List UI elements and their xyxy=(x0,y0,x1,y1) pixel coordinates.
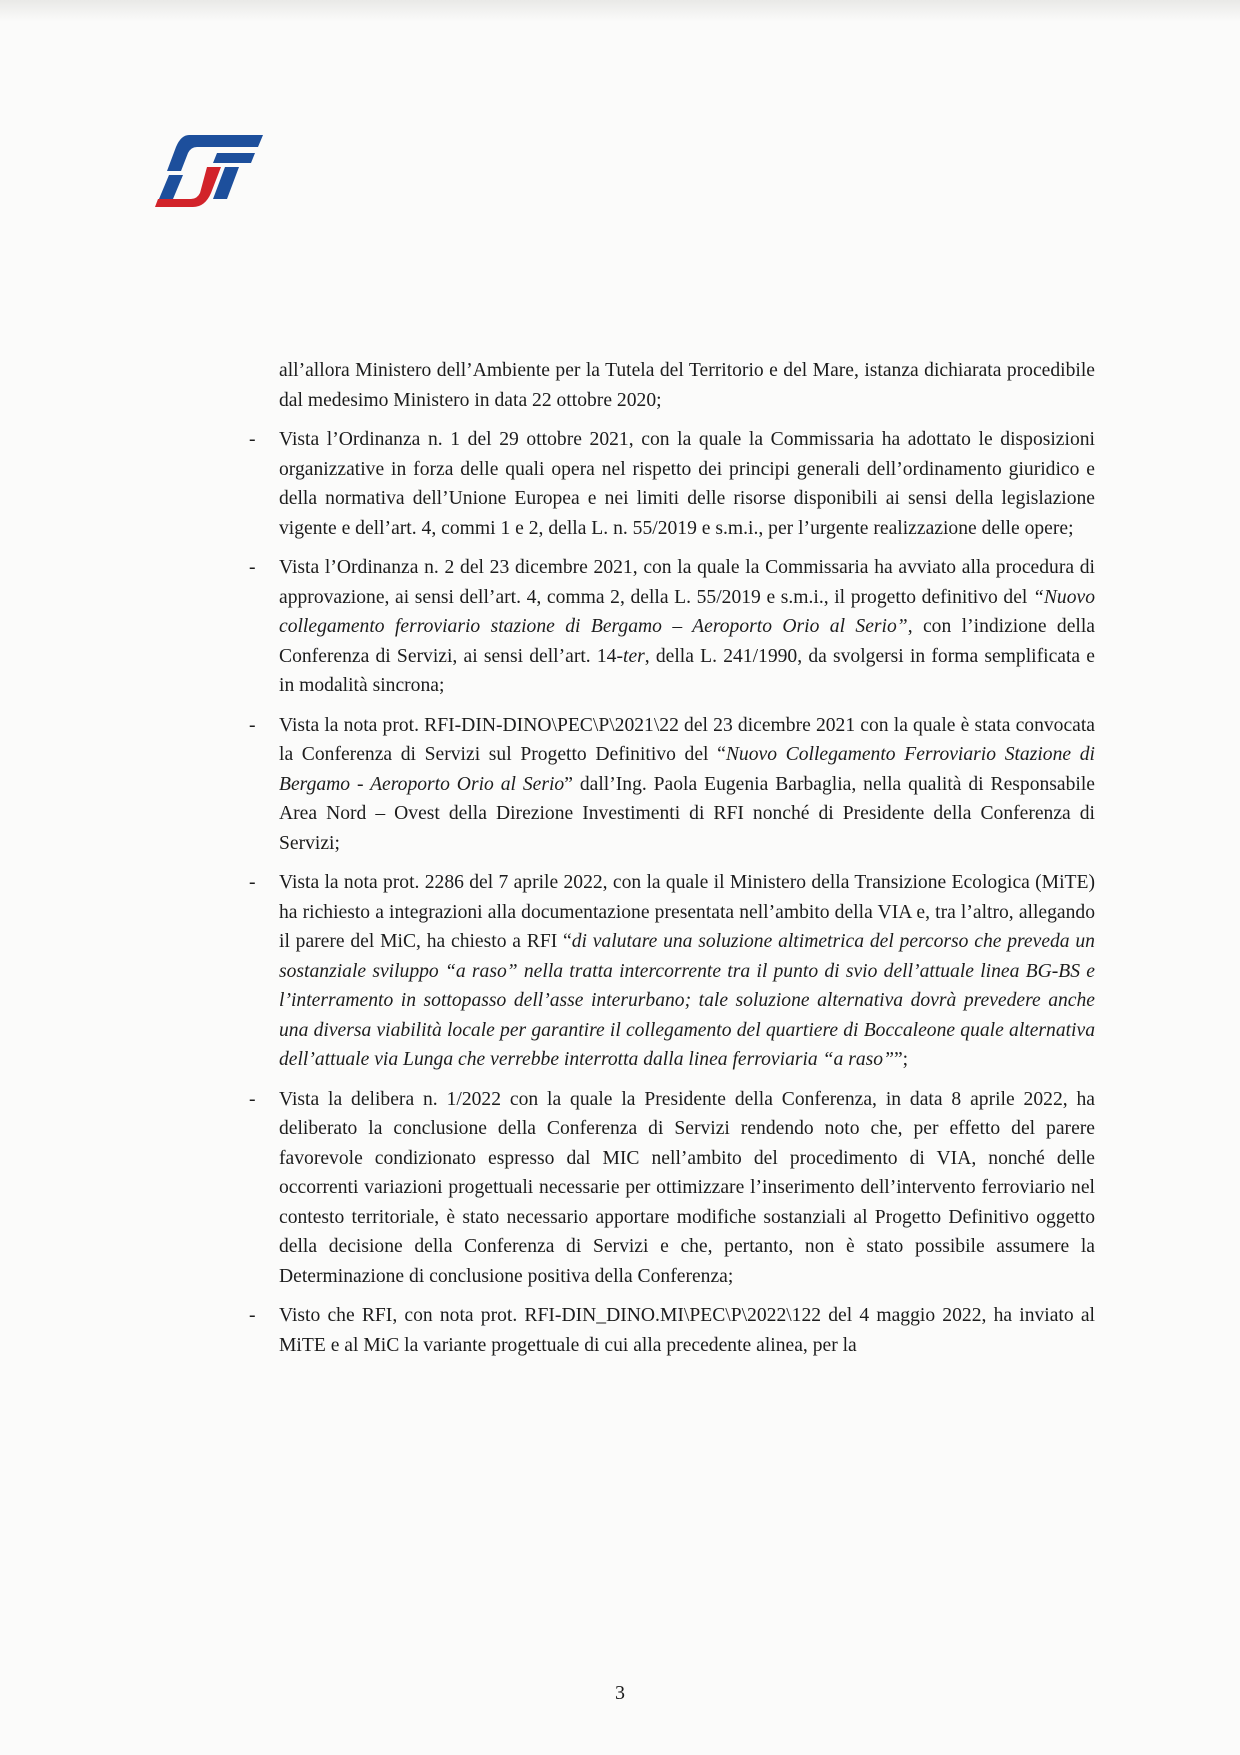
italic-text: ter xyxy=(623,645,645,667)
paragraph xyxy=(249,553,1096,701)
paragraph xyxy=(249,1301,1095,1360)
italic-text: Nuovo Collegamento Ferroviario Stazione di Bergamo - Aeroporto Orio al Serio xyxy=(279,744,1095,795)
paragraph-text: Visto che RFI, con nota prot. RFI-DIN_DINO.MI\PEC\P\2022\122 del 4 maggio 2022, ha inviato al MiTE e al MiC la variante progettuale di cui alla precedente alinea, per la xyxy=(279,1305,1095,1356)
paragraph-text: all’allora Ministero dell’Ambiente per la Tutela del Territorio e del Mare, istanza dichiarata procedibile dal medesimo Ministero in data 22 ottobre 2020; xyxy=(279,360,1095,411)
paragraph-text: Vista la delibera n. 1/2022 con la quale la Presidente della Conferenza, in data 8 aprile 2022, ha deliberato la conclusione della Conferenza di Servizi rendendo noto che, per effetto del parere favorevole condizionato espresso dal MIC nell’ambito del procedimento di VIA, nonché delle occorrenti variazioni progettuali necessarie per ottimizzare l’inserimento dell’intervento ferroviario nel contesto territoriale, è stato necessario apportare modifiche sostanziali al Progetto Definitivo oggetto della decisione della Conferenza di Servizi e che, pertanto, non è stato possibile assumere la Determinazione di conclusione positiva della Conferenza; xyxy=(279,1088,1095,1287)
logo-blue-stroke-3 xyxy=(159,175,183,199)
list-bullet: - xyxy=(249,1088,256,1110)
paragraph-text: Vista l’Ordinanza n. 2 del 23 dicembre 2021, con la quale la Commissaria ha avviato alla procedura di approvazione, ai sensi dell’art. 4, comma 2, della L. 55/2019 e s.m.i., il progetto definitivo del xyxy=(279,557,1095,608)
paragraph-text: ” dall’Ing. Paola Eugenia Barbaglia, nella qualità di Responsabile Area Nord – Ovest della Direzione Investimenti di RFI nonché di Presidente della Conferenza di Servizi; xyxy=(279,773,1096,854)
paragraph-text: Vista l’Ordinanza n. 1 del 29 ottobre 2021, con la quale la Commissaria ha adottato le disposizioni organizzative in forza delle quali opera nel rispetto dei principi generali dell’ordinamento giuridico e della normativa dell’Unione Europea e nei limiti delle risorse disponibili ai sensi della legislazione vigente e dell’art. 4, commi 1 e 2, della L. n. 55/2019 e s.m.i., per l’urgente realizzazione delle opere; xyxy=(279,429,1095,539)
paragraph xyxy=(249,711,1096,859)
scan-edge xyxy=(0,0,1240,22)
list-bullet: - xyxy=(249,557,256,578)
paragraph xyxy=(249,868,1095,1075)
paragraph-text: ”; xyxy=(893,1049,909,1070)
page-number: 3 xyxy=(615,1682,625,1704)
list-bullet: - xyxy=(249,429,256,450)
paragraph xyxy=(249,1085,1095,1292)
paragraph-text: Vista la nota prot. 2286 del 7 aprile 2022, con la quale il Ministero della Transizione Ecologica (MiTE) ha richiesto a integrazioni alla documentazione presentata nell’ambito della VIA e, tra l’altro, allegando il parere del MiC, ha chiesto a RFI “ xyxy=(279,872,1095,952)
paragraph-text: , con l’indizione della Conferenza di Servizi, ai sensi dell’art. 14- xyxy=(279,616,1096,667)
paragraph xyxy=(249,425,1095,543)
paragraph-text: , della L. 241/1990, da svolgersi in forma semplificata e in modalità sincrona; xyxy=(279,645,1095,696)
logo-blue-stroke-2 xyxy=(213,153,255,163)
italic-text: “Nuovo collegamento ferroviario stazione di Bergamo – Aeroporto Orio al Serio” xyxy=(279,586,1095,637)
list-bullet: - xyxy=(249,872,256,893)
fs-logo-icon xyxy=(155,133,265,209)
list-bullet: - xyxy=(249,1305,256,1326)
list-bullet: - xyxy=(249,714,256,736)
italic-text: di valutare una soluzione altimetrica del percorso che preveda un sostanziale sviluppo “a raso” nella tratta intercorrente tra il punto di svio dell’attuale linea BG-BS e l’interramento in sottopasso dell’asse interurbano; tale soluzione alternativa dovrà prevedere anche una diversa viabilità locale per garantire il collegamento del quartiere di Boccaleone quale alternativa dell’attuale via Lunga che verrebbe interrotta dalla linea ferroviaria “a raso” xyxy=(279,931,1095,1070)
document-body xyxy=(249,356,1096,1370)
paragraph xyxy=(279,356,1095,415)
paragraph-text: Vista la nota prot. RFI-DIN-DINO\PEC\P\2021\22 del 23 dicembre 2021 con la quale è stata convocata la Conferenza di Servizi sul Progetto Definitivo del “ xyxy=(279,714,1095,765)
